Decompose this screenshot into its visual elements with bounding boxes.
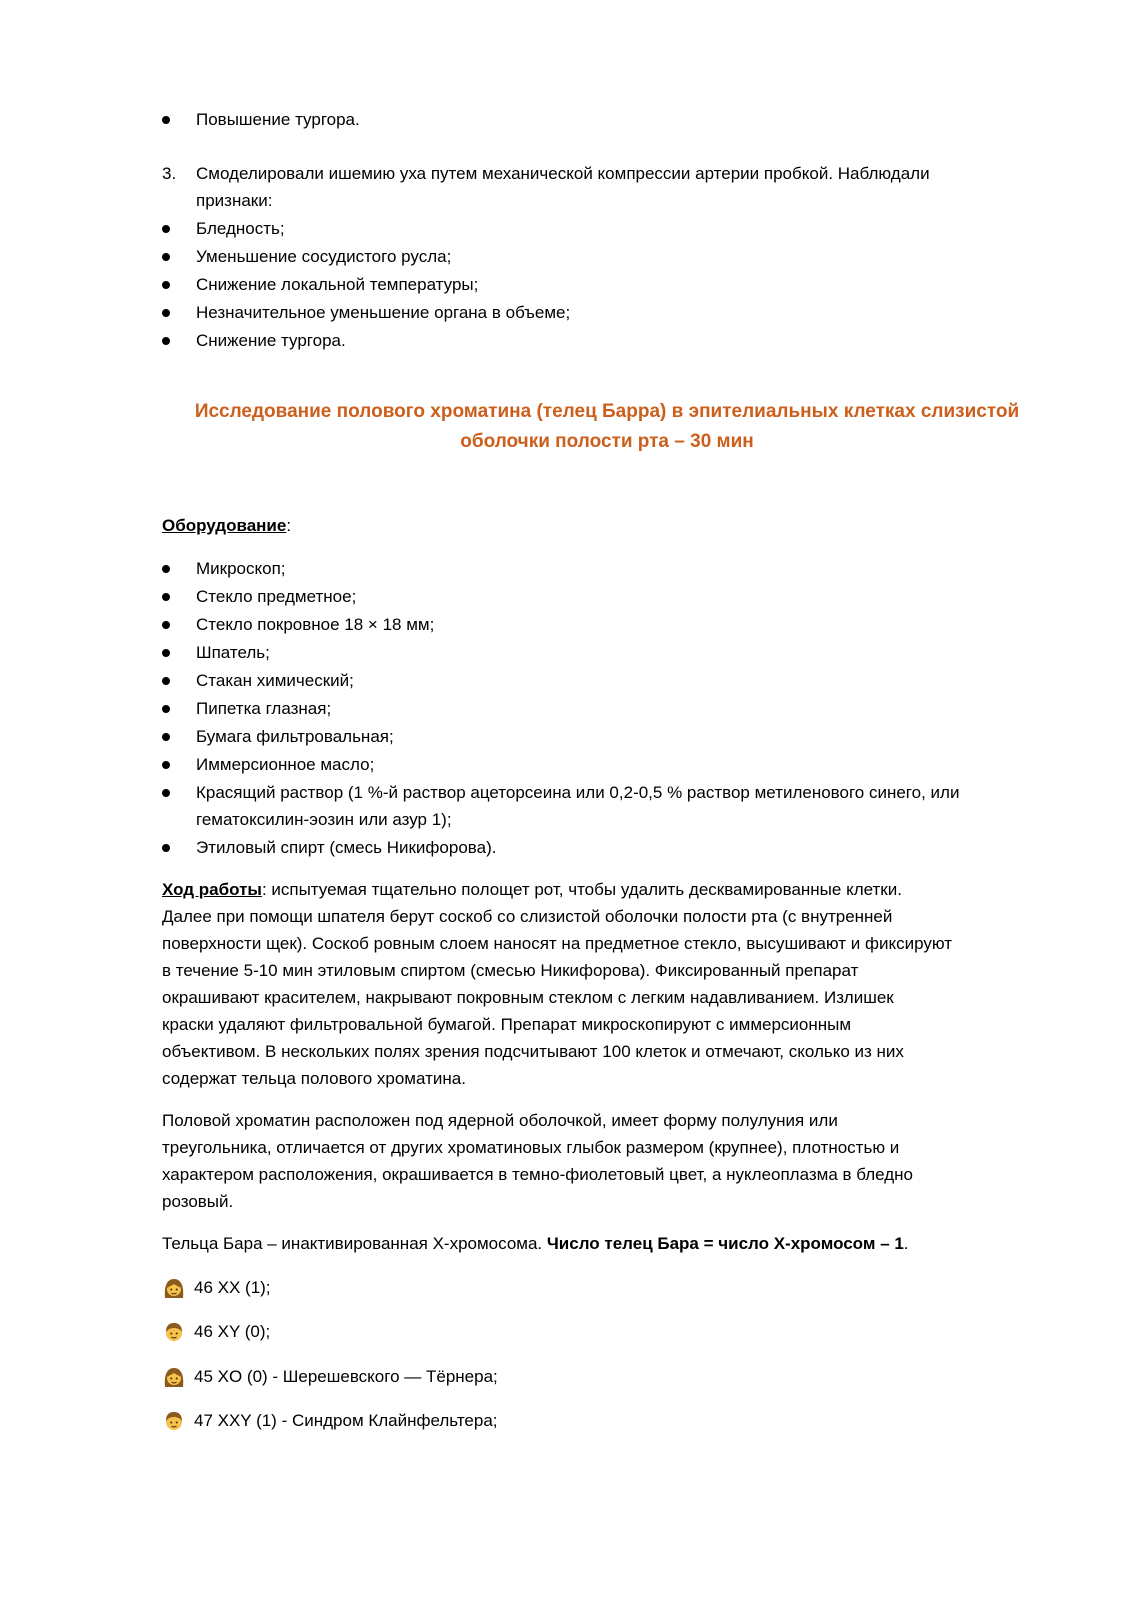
procedure-line: в течение 5-10 мин этиловым спиртом (смесью Никифорова). Фиксированный препарат xyxy=(162,961,859,980)
barr-statement xyxy=(162,1233,909,1255)
list-item: Стакан химический; xyxy=(196,671,354,690)
bullet-icon xyxy=(162,246,172,268)
bullet-icon xyxy=(162,642,172,664)
barr-text: Тельца Бара – инактивированная Х-хромосома. xyxy=(162,1234,547,1253)
list-item: Снижение тургора. xyxy=(196,331,346,350)
bullet-icon xyxy=(162,614,172,636)
list-item: Уменьшение сосудистого русла; xyxy=(196,247,452,266)
procedure-line: окрашивают красителем, накрывают покровным стеклом с легким надавливанием. Излишек xyxy=(162,988,894,1007)
procedure-line xyxy=(162,879,902,901)
karyotype-item: 47 XXY (1) - Синдром Клайнфельтера; xyxy=(194,1411,498,1430)
list-item: Пипетка глазная; xyxy=(196,699,332,718)
man-emoji-icon xyxy=(162,1409,186,1433)
bullet-icon xyxy=(162,586,172,608)
bullet-icon xyxy=(162,274,172,296)
list-item: Красящий раствор (1 %-й раствор ацеторсеина или 0,2-0,5 % раствор метиленового синего, или xyxy=(196,783,960,802)
chromatin-line: характером расположения, окрашивается в темно-фиолетовый цвет, а нуклеоплазма в бледно xyxy=(162,1165,914,1184)
list-item: Шпатель; xyxy=(196,643,270,662)
list-item: Стекло предметное; xyxy=(196,587,357,606)
list-item: Бумага фильтровальная; xyxy=(196,727,394,746)
bullet-icon xyxy=(162,726,172,748)
bullet-icon xyxy=(162,218,172,240)
bullet-icon xyxy=(162,754,172,776)
list-item: Стекло покровное 18 × 18 мм; xyxy=(196,615,435,634)
list-item-text: признаки: xyxy=(196,191,273,210)
bullet-icon xyxy=(162,302,172,324)
equipment-heading-colon: : xyxy=(286,516,292,535)
bullet-icon xyxy=(162,782,172,804)
bullet-icon xyxy=(162,837,172,859)
chromatin-line: розовый. xyxy=(162,1192,234,1211)
list-item: Повышение тургора. xyxy=(196,110,360,129)
man-emoji-icon xyxy=(162,1320,186,1344)
section-title-line: Исследование полового хроматина (телец Барра) в эпителиальных клетках слизистой xyxy=(194,401,1020,422)
section-title xyxy=(162,397,1052,457)
bullet-icon xyxy=(162,698,172,720)
chromatin-line: треугольника, отличается от других хроматиновых глыбок размером (крупнее), плотностью и xyxy=(162,1138,900,1157)
procedure-line: поверхности щек). Соскоб ровным слоем наносят на предметное стекло, высушивают и фиксируют xyxy=(162,934,953,953)
list-item: Бледность; xyxy=(196,219,285,238)
procedure-heading: Ход работы xyxy=(162,880,262,899)
list-item: Этиловый спирт (смесь Никифорова). xyxy=(196,838,497,857)
equipment-heading-text: Оборудование xyxy=(162,516,287,535)
procedure-line: Далее при помощи шпателя берут соскоб со слизистой оболочки полости рта (с внутренней xyxy=(162,907,893,926)
section-title-line: оболочки полости рта – 30 мин xyxy=(460,431,754,452)
procedure-line: содержат тельца полового хроматина. xyxy=(162,1069,466,1088)
equipment-heading xyxy=(162,515,291,537)
list-item: Иммерсионное масло; xyxy=(196,755,375,774)
procedure-line: объективом. В нескольких полях зрения подсчитывают 100 клеток и отмечают, сколько из них xyxy=(162,1042,904,1061)
woman-emoji-icon xyxy=(162,1365,186,1389)
list-number: 3. xyxy=(162,164,177,183)
list-item: гематоксилин-эозин или азур 1); xyxy=(196,810,452,829)
bullet-icon xyxy=(162,558,172,580)
bullet-icon xyxy=(162,330,172,352)
chromatin-line: Половой хроматин расположен под ядерной оболочкой, имеет форму полулуния или xyxy=(162,1111,838,1130)
karyotype-item: 46 XX (1); xyxy=(194,1278,271,1297)
procedure-text: : испытуемая тщательно полощет рот, чтобы удалить десквамированные клетки. xyxy=(261,880,902,899)
procedure-line: краски удаляют фильтровальной бумагой. Препарат микроскопируют с иммерсионным xyxy=(162,1015,852,1034)
list-item: Снижение локальной температуры; xyxy=(196,275,479,294)
list-item-text: Смоделировали ишемию уха путем механической компрессии артерии пробкой. Наблюдали xyxy=(196,164,930,183)
karyotype-item: 45 XO (0) - Шерешевского — Тёрнера; xyxy=(194,1367,498,1386)
barr-formula: Число телец Бара = число Х-хромосом – 1 xyxy=(546,1234,904,1253)
woman-emoji-icon xyxy=(162,1276,186,1300)
karyotype-item: 46 XY (0); xyxy=(194,1322,271,1341)
list-item: Микроскоп; xyxy=(196,559,286,578)
bullet-icon xyxy=(162,109,172,131)
barr-end: . xyxy=(903,1234,909,1253)
list-item: Незначительное уменьшение органа в объеме; xyxy=(196,303,571,322)
bullet-icon xyxy=(162,670,172,692)
